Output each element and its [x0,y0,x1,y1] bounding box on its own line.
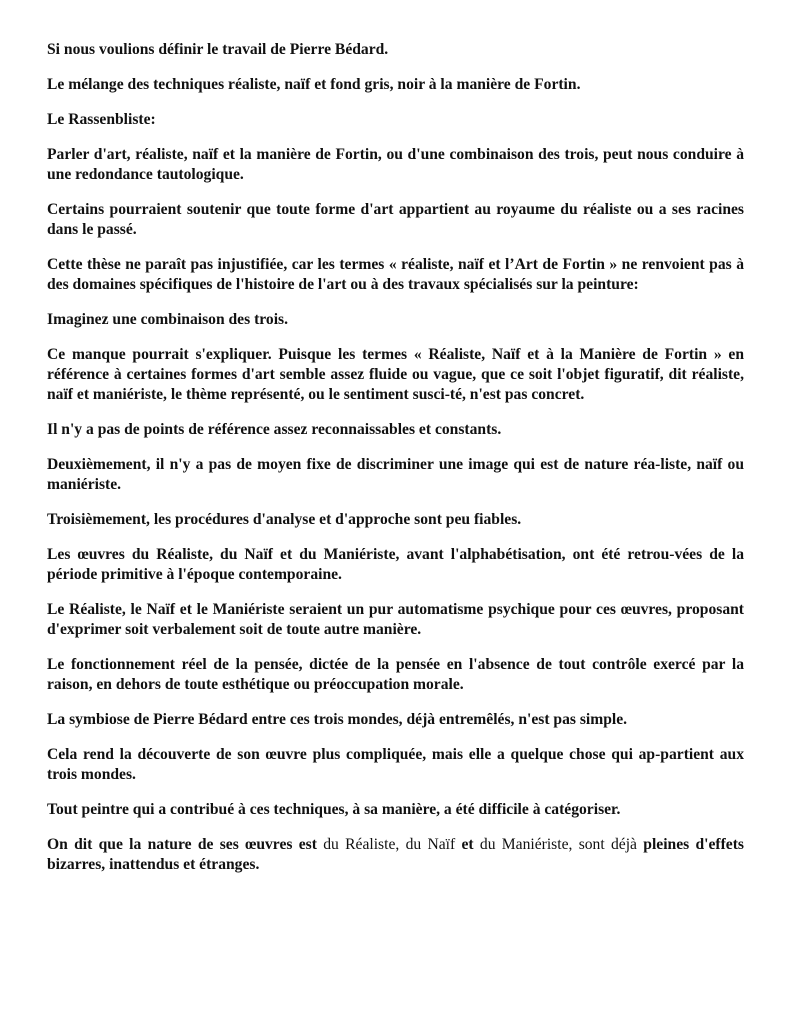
paragraph-7: Imaginez une combinaison des trois. [47,311,289,328]
paragraph-5: Certains pourraient soutenir que toute forme d'art appartient au royaume du réaliste ou a ses racines dans le passé. [47,201,744,238]
paragraph-13: Le Réaliste, le Naïf et le Maniériste seraient un pur automatisme psychique pour ces œuvres, proposant d'exprimer soit verbalement soit de toute autre manière. [47,601,744,638]
paragraph-17: Tout peintre qui a contribué à ces techniques, à sa manière, a été difficile à catégoriser. [47,801,621,818]
paragraph-18 [47,835,744,875]
paragraph-14: Le fonctionnement réel de la pensée, dictée de la pensée en l'absence de tout contrôle exercé par la raison, en dehors de toute esthétique ou préoccupation morale. [47,656,744,693]
last-paragraph-part-3: et [461,836,480,853]
paragraph-6: Cette thèse ne paraît pas injustifiée, car les termes « réaliste, naïf et l’Art de Fortin » ne renvoient pas à des domaines spécifiques de l'histoire de l'art ou à des travaux spécialisés sur la peinture: [47,256,744,293]
section-heading: Le Rassenbliste: [47,111,156,128]
last-paragraph-part-5: pleines d'effets bizarres, inattendus et étranges. [47,836,744,873]
paragraph-4: Parler d'art, réaliste, naïf et la manière de Fortin, ou d'une combinaison des trois, peut nous conduire à une redondance tautologique. [47,146,744,183]
paragraph-15: La symbiose de Pierre Bédard entre ces trois mondes, déjà entremêlés, n'est pas simple. [47,711,628,728]
paragraph-8: Ce manque pourrait s'expliquer. Puisque les termes « Réaliste, Naïf et à la Manière de Fortin » en référence à certaines formes d'art semble assez fluide ou vague, que ce soit l'objet figuratif, dit réaliste, naïf et maniériste, le thème représenté, ou le sentiment susci-té, n'est pas concret. [47,346,744,403]
last-paragraph-part-2: du Réaliste, du Naïf [323,836,462,853]
paragraph-11: Troisièmement, les procédures d'analyse et d'approche sont peu fiables. [47,511,522,528]
paragraph-12: Les œuvres du Réaliste, du Naïf et du Maniériste, avant l'alphabétisation, ont été retrou-vées de la période primitive à l'époque contemporaine. [47,546,744,583]
paragraph-1: Si nous voulions définir le travail de Pierre Bédard. [47,41,389,58]
paragraph-2: Le mélange des techniques réaliste, naïf et fond gris, noir à la manière de Fortin. [47,76,581,93]
last-paragraph-part-4: du Maniériste, sont déjà [479,836,637,853]
paragraph-10: Deuxièmement, il n'y a pas de moyen fixe de discriminer une image qui est de nature réa-liste, naïf ou maniériste. [47,456,744,493]
paragraph-16: Cela rend la découverte de son œuvre plus compliquée, mais elle a quelque chose qui ap-partient aux trois mondes. [47,746,744,783]
document-page [47,40,744,890]
paragraph-9: Il n'y a pas de points de référence assez reconnaissables et constants. [47,421,502,438]
last-paragraph-part-1: On dit que la nature de ses œuvres est [47,836,324,853]
